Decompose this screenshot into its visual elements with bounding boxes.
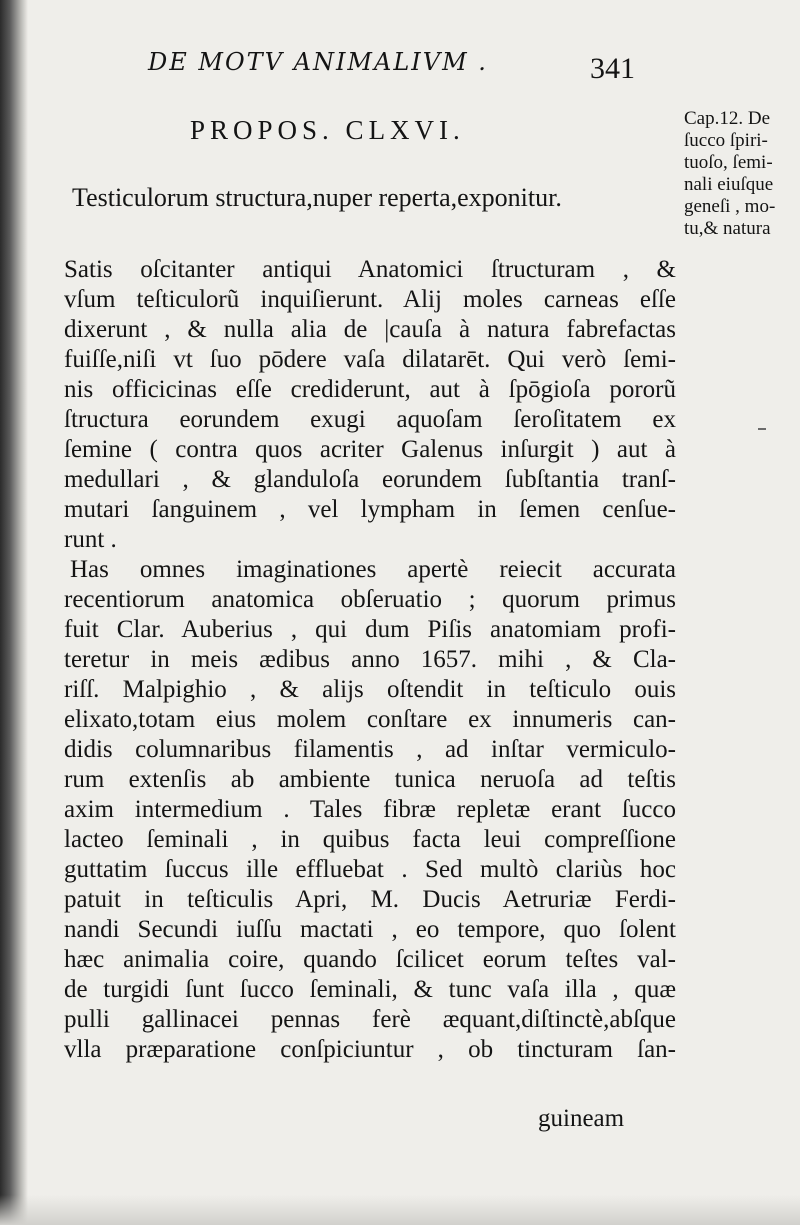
text-line: teretur in meis ædibus anno 1657. mihi , & Cla-	[64, 646, 676, 673]
running-head: DE MOTV ANIMALIVM .	[148, 48, 488, 76]
bottom-edge-shadow	[0, 1195, 800, 1225]
text-line: elixato,totam eius molem conſtare ex innumeris can-	[64, 706, 676, 733]
gutter-shadow	[0, 0, 28, 1225]
text-line: pulli gallinacei pennas ferè æquant,diſtinctè,abſque	[64, 1006, 676, 1033]
text-line: de turgidi ſunt ſucco ſeminali, & tunc vaſa illa , quæ	[64, 976, 676, 1003]
marginal-note-line: Cap.12. De	[684, 108, 771, 129]
text-line: nis officicinas eſſe crediderunt, aut à ſpōgioſa pororũ	[64, 376, 676, 403]
marginal-note-line: nali eiuſque	[684, 174, 774, 195]
text-line: lacteo ſeminali , in quibus facta leui compreſſione	[64, 826, 676, 853]
page-number: 341	[590, 52, 635, 85]
text-line: rum extenſis ab ambiente tunica neruoſa ad teſtis	[64, 766, 676, 793]
text-line: vſum teſticulorũ inquiſierunt. Alij moles carneas eſſe	[64, 286, 676, 313]
text-line: guttatim ſuccus ille effluebat . Sed multò clariùs hoc	[64, 856, 676, 883]
text-line: hæc animalia coire, quando ſcilicet eorum teſtes val-	[64, 946, 676, 973]
text-line: nandi Secundi iuſſu mactati , eo tempore, quo ſolent	[64, 916, 676, 943]
text-line: vlla præparatione conſpiciuntur , ob tincturam ſan-	[64, 1036, 676, 1063]
marginal-note-line: tuoſo, ſemi-	[684, 152, 773, 173]
marginal-note-line: geneſi , mo-	[684, 196, 776, 217]
marginal-note-line: tu,& natura	[684, 218, 771, 239]
margin-mark	[758, 428, 766, 430]
proposition-title: PROPOS. CLXVI.	[190, 115, 465, 145]
text-line: dixerunt , & nulla alia de |cauſa à natura fabrefactas	[64, 316, 676, 343]
body-text	[64, 255, 676, 1065]
catchword: guineam	[538, 1105, 625, 1132]
text-line: Has omnes imaginationes apertè reiecit accurata	[70, 556, 676, 583]
proposition-subtitle: Testiculorum structura,nuper reperta,exponitur.	[72, 183, 562, 212]
text-line: ſtructura eorundem exugi aquoſam ſeroſitatem ex	[64, 406, 676, 433]
text-line: axim intermedium . Tales fibræ repletæ erant ſucco	[64, 796, 676, 823]
text-line: fuiſſe,niſi vt ſuo pōdere vaſa dilatarēt. Qui verò ſemi-	[64, 346, 676, 373]
text-line: runt .	[64, 526, 117, 553]
text-line: Satis oſcitanter antiqui Anatomici ſtructuram , &	[64, 256, 676, 283]
marginal-note-line: ſucco ſpiri-	[684, 130, 768, 151]
text-line: patuit in teſticulis Apri, M. Ducis Aetruriæ Ferdi-	[64, 886, 676, 913]
marginal-note	[684, 108, 798, 240]
text-line: recentiorum anatomica obſeruatio ; quorum primus	[64, 586, 676, 613]
text-line: didis columnaribus filamentis , ad inſtar vermiculo-	[64, 736, 676, 763]
text-line: ſemine ( contra quos acriter Galenus inſurgit ) aut à	[64, 436, 676, 463]
text-line: fuit Clar. Auberius , qui dum Piſis anatomiam profi-	[64, 616, 676, 643]
text-line: medullari , & glanduloſa eorundem ſubſtantia tranſ-	[64, 466, 676, 493]
text-line: mutari ſanguinem , vel lympham in ſemen cenſue-	[64, 496, 676, 523]
text-line: riſſ. Malpighio , & alijs oſtendit in teſticulo ouis	[64, 676, 676, 703]
